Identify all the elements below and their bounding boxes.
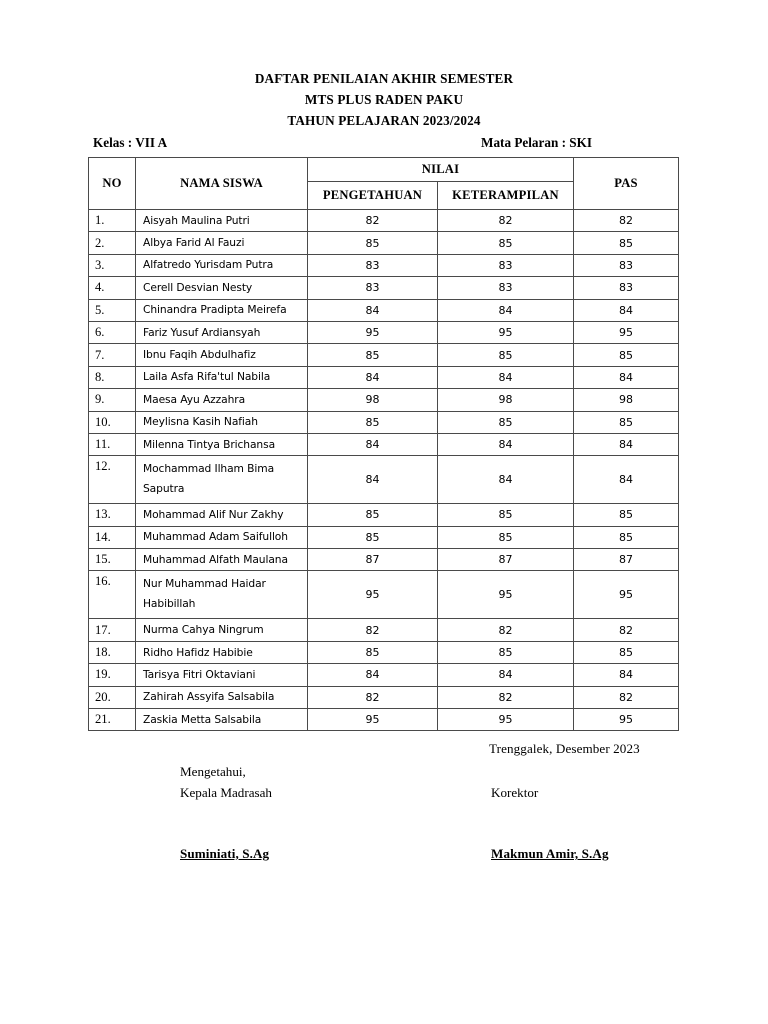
- student-name: Nurma Cahya Ningrum: [136, 619, 308, 641]
- score-pengetahuan: 85: [308, 641, 438, 663]
- student-name: [136, 571, 308, 619]
- score-keterampilan: 82: [438, 210, 574, 232]
- table-row: [89, 321, 679, 343]
- row-number: 3.: [89, 254, 136, 276]
- place-date-text: Trenggalek, Desember 2023: [489, 741, 640, 756]
- score-pas: 84: [574, 366, 679, 388]
- student-name: Ridho Hafidz Habibie: [136, 641, 308, 663]
- score-keterampilan: 95: [438, 571, 574, 619]
- table-row: [89, 210, 679, 232]
- column-header-pengetahuan: PENGETAHUAN: [308, 182, 438, 210]
- row-number: 19.: [89, 664, 136, 686]
- table-body: [89, 210, 679, 731]
- student-name: Cerell Desvian Nesty: [136, 277, 308, 299]
- score-pas: 85: [574, 641, 679, 663]
- score-keterampilan: 82: [438, 686, 574, 708]
- score-pengetahuan: 85: [308, 411, 438, 433]
- table-head: [89, 158, 679, 210]
- student-name-line-1: Nur Muhammad Haidar: [143, 577, 266, 591]
- score-pas: 82: [574, 686, 679, 708]
- score-keterampilan: 85: [438, 232, 574, 254]
- student-name: Fariz Yusuf Ardiansyah: [136, 321, 308, 343]
- score-keterampilan: 87: [438, 549, 574, 571]
- score-pas: 95: [574, 321, 679, 343]
- student-name: Laila Asfa Rifa'tul Nabila: [136, 366, 308, 388]
- score-pas: 87: [574, 549, 679, 571]
- table-row: [89, 619, 679, 641]
- table-row: [89, 504, 679, 526]
- score-pengetahuan: 98: [308, 389, 438, 411]
- kepala-madrasah-label: Kepala Madrasah: [180, 785, 272, 800]
- row-number: 10.: [89, 411, 136, 433]
- score-pengetahuan: 95: [308, 321, 438, 343]
- table-row: [89, 344, 679, 366]
- row-number: 16.: [89, 571, 136, 619]
- score-keterampilan: 98: [438, 389, 574, 411]
- row-number: 15.: [89, 549, 136, 571]
- student-name: Zaskia Metta Salsabila: [136, 709, 308, 731]
- score-pengetahuan: 95: [308, 571, 438, 619]
- score-keterampilan: 83: [438, 277, 574, 299]
- score-pas: 85: [574, 504, 679, 526]
- score-keterampilan: 84: [438, 664, 574, 686]
- grade-table: [88, 157, 679, 731]
- student-name: Albya Farid Al Fauzi: [136, 232, 308, 254]
- row-number: 21.: [89, 709, 136, 731]
- student-name: Zahirah Assyifa Salsabila: [136, 686, 308, 708]
- row-number: 9.: [89, 389, 136, 411]
- student-name: Ibnu Faqih Abdulhafiz: [136, 344, 308, 366]
- student-name: Alfatredo Yurisdam Putra: [136, 254, 308, 276]
- table-row: [89, 389, 679, 411]
- score-pas: 82: [574, 210, 679, 232]
- score-keterampilan: 85: [438, 411, 574, 433]
- score-pengetahuan: 85: [308, 232, 438, 254]
- score-keterampilan: 82: [438, 619, 574, 641]
- table-row: [89, 411, 679, 433]
- student-name: [136, 456, 308, 504]
- student-name-line-2: Saputra: [143, 482, 185, 496]
- page-title-line-3: TAHUN PELAJARAN 2023/2024: [287, 113, 481, 128]
- signature-name-kepala: Suminiati, S.Ag: [180, 846, 270, 861]
- row-number: 13.: [89, 504, 136, 526]
- table-row: [89, 433, 679, 455]
- score-keterampilan: 84: [438, 433, 574, 455]
- student-name: Aisyah Maulina Putri: [136, 210, 308, 232]
- column-header-no: NO: [89, 158, 136, 210]
- score-pengetahuan: 83: [308, 254, 438, 276]
- student-name: Muhammad Alfath Maulana: [136, 549, 308, 571]
- korektor-label: Korektor: [491, 785, 539, 800]
- score-pas: 83: [574, 277, 679, 299]
- row-number: 11.: [89, 433, 136, 455]
- row-number: 4.: [89, 277, 136, 299]
- student-name: Meylisna Kasih Nafiah: [136, 411, 308, 433]
- table-row: [89, 366, 679, 388]
- student-name: Maesa Ayu Azzahra: [136, 389, 308, 411]
- score-pengetahuan: 84: [308, 366, 438, 388]
- score-pas: 95: [574, 709, 679, 731]
- student-name: Mohammad Alif Nur Zakhy: [136, 504, 308, 526]
- score-pengetahuan: 82: [308, 686, 438, 708]
- score-pengetahuan: 85: [308, 504, 438, 526]
- score-keterampilan: 83: [438, 254, 574, 276]
- row-number: 7.: [89, 344, 136, 366]
- class-subject-row: [88, 133, 680, 153]
- score-pengetahuan: 84: [308, 456, 438, 504]
- row-number: 18.: [89, 641, 136, 663]
- score-pengetahuan: 84: [308, 664, 438, 686]
- signature-block: [0, 700, 768, 920]
- row-number: 1.: [89, 210, 136, 232]
- score-keterampilan: 84: [438, 299, 574, 321]
- student-name: Chinandra Pradipta Meirefa: [136, 299, 308, 321]
- score-pengetahuan: 87: [308, 549, 438, 571]
- score-pas: 85: [574, 344, 679, 366]
- table-row: [89, 526, 679, 548]
- score-pas: 84: [574, 299, 679, 321]
- table-row: [89, 277, 679, 299]
- score-pengetahuan: 83: [308, 277, 438, 299]
- score-pas: 98: [574, 389, 679, 411]
- row-number: 2.: [89, 232, 136, 254]
- table-row: [89, 549, 679, 571]
- table-row: [89, 664, 679, 686]
- column-header-keterampilan: KETERAMPILAN: [438, 182, 574, 210]
- table-row: [89, 571, 679, 619]
- row-number: 14.: [89, 526, 136, 548]
- student-name-line-1: Mochammad Ilham Bima: [143, 462, 275, 476]
- score-pengetahuan: 84: [308, 299, 438, 321]
- table-row: [89, 299, 679, 321]
- score-pas: 83: [574, 254, 679, 276]
- table-row: [89, 232, 679, 254]
- score-pengetahuan: 85: [308, 526, 438, 548]
- kelas-label: Kelas : VII A: [93, 135, 168, 150]
- score-keterampilan: 85: [438, 526, 574, 548]
- score-pas: 85: [574, 411, 679, 433]
- score-pas: 84: [574, 664, 679, 686]
- score-pengetahuan: 85: [308, 344, 438, 366]
- row-number: 17.: [89, 619, 136, 641]
- row-number: 8.: [89, 366, 136, 388]
- row-number: 20.: [89, 686, 136, 708]
- score-keterampilan: 95: [438, 709, 574, 731]
- score-pas: 95: [574, 571, 679, 619]
- student-name: Milenna Tintya Brichansa: [136, 433, 308, 455]
- table-header-row-1: [89, 158, 679, 182]
- student-name-line-2: Habibillah: [143, 597, 196, 611]
- score-keterampilan: 85: [438, 641, 574, 663]
- mapel-label: Mata Pelaran : SKI: [481, 135, 592, 150]
- score-pengetahuan: 84: [308, 433, 438, 455]
- column-header-nama: NAMA SISWA: [136, 158, 308, 210]
- signature-name-korektor: Makmun Amir, S.Ag: [491, 846, 609, 861]
- row-number: 6.: [89, 321, 136, 343]
- score-pas: 84: [574, 433, 679, 455]
- page-title-line-1: DAFTAR PENILAIAN AKHIR SEMESTER: [254, 71, 514, 86]
- score-pas: 85: [574, 232, 679, 254]
- document-title-block: [88, 68, 680, 131]
- row-number: 5.: [89, 299, 136, 321]
- student-name: Muhammad Adam Saifulloh: [136, 526, 308, 548]
- score-keterampilan: 84: [438, 366, 574, 388]
- column-header-pas: PAS: [574, 158, 679, 210]
- table-row: [89, 254, 679, 276]
- score-pas: 82: [574, 619, 679, 641]
- score-keterampilan: 84: [438, 456, 574, 504]
- row-number: 12.: [89, 456, 136, 504]
- mengetahui-label: Mengetahui,: [180, 764, 246, 779]
- score-pas: 85: [574, 526, 679, 548]
- table-row: [89, 456, 679, 504]
- score-pengetahuan: 82: [308, 210, 438, 232]
- score-pengetahuan: 82: [308, 619, 438, 641]
- score-pengetahuan: 95: [308, 709, 438, 731]
- page-title-line-2: MTS PLUS RADEN PAKU: [304, 92, 464, 107]
- score-keterampilan: 85: [438, 504, 574, 526]
- student-name: Tarisya Fitri Oktaviani: [136, 664, 308, 686]
- score-keterampilan: 95: [438, 321, 574, 343]
- score-pas: 84: [574, 456, 679, 504]
- table-row: [89, 641, 679, 663]
- column-header-nilai: NILAI: [308, 158, 574, 182]
- score-keterampilan: 85: [438, 344, 574, 366]
